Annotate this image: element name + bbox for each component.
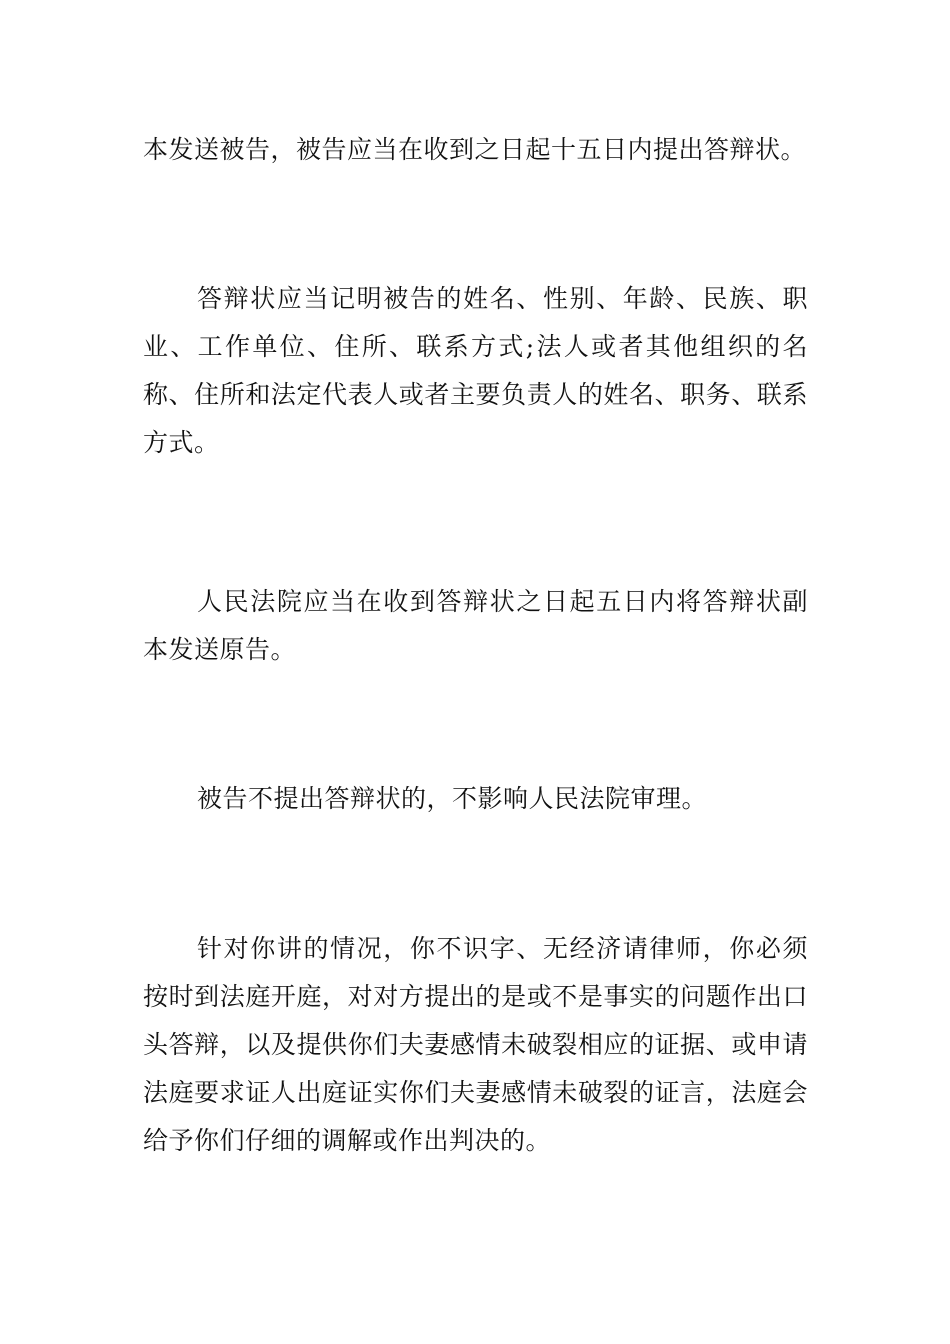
paragraph-advice: 针对你讲的情况，你不识字、无经济请律师，你必须按时到法庭开庭，对对方提出的是或不是事实的问题作出口头答辩，以及提供你们夫妻感情未破裂相应的证据、或申请法庭要求证人出庭证实你们夫妻感情未破裂的证言，法庭会给予你们仔细的调解或作出判决的。 — [143, 934, 808, 1155]
paragraph-no-answer: 被告不提出答辩状的，不影响人民法院审理。 — [197, 784, 708, 813]
paragraph-court-delivery: 人民法院应当在收到答辩状之日起五日内将答辩状副本发送原告。 — [143, 587, 808, 664]
paragraph-continuation: 本发送被告，被告应当在收到之日起十五日内提出答辩状。 — [143, 135, 807, 164]
paragraph-answer-contents: 答辩状应当记明被告的姓名、性别、年龄、民族、职业、工作单位、住所、联系方式;法人或者其他组织的名称、住所和法定代表人或者主要负责人的姓名、职务、联系方式。 — [143, 284, 808, 457]
